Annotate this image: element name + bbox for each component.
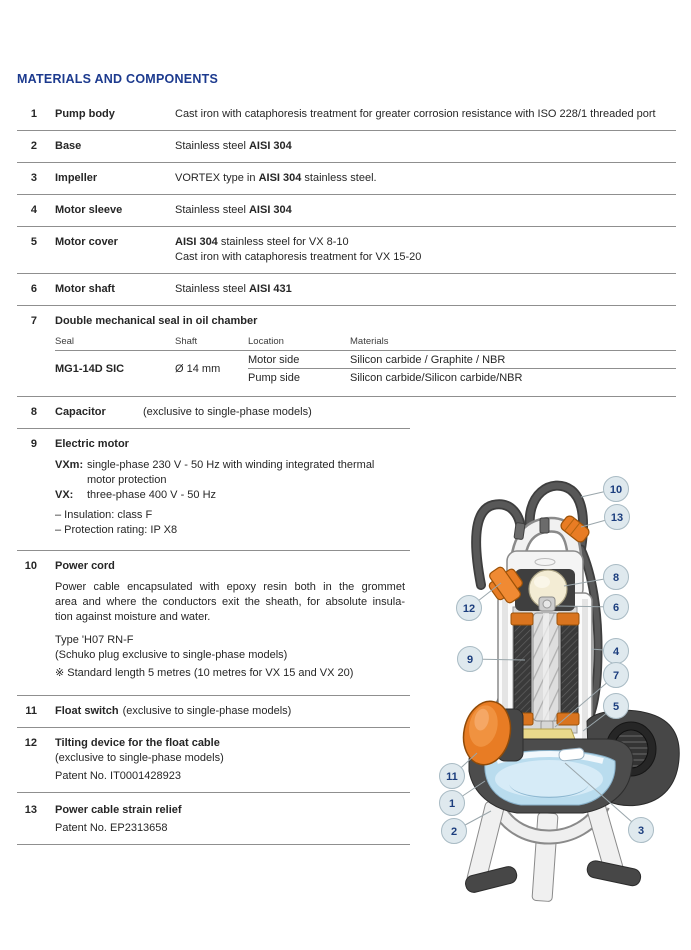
component-row-impeller <box>17 163 676 195</box>
seal-model: MG1-14D SIC <box>55 363 125 375</box>
callout-number: 8 <box>612 572 620 584</box>
component-name: Pump body <box>55 108 115 120</box>
callout-number: 5 <box>612 701 620 713</box>
callout-number: 11 <box>446 771 458 783</box>
winding-head <box>557 613 579 625</box>
seal-table-header: Shaft <box>175 336 248 351</box>
component-description: Stainless steel AISI 431 <box>175 283 292 295</box>
component-number: 10 <box>24 560 37 572</box>
component-name: Double mechanical seal in oil chamber <box>55 315 258 327</box>
seal-location: Pump side <box>248 372 300 384</box>
component-row-electric-motor <box>17 429 410 551</box>
component-name: Motor sleeve <box>55 204 123 216</box>
component-note: (exclusive to single-phase models) <box>55 752 224 764</box>
callout-number: 12 <box>462 603 476 615</box>
winding-head <box>557 713 579 725</box>
component-description: Cast iron with cataphoresis treatment for greater corrosion resistance with ISO 228/1 threaded port <box>175 108 656 120</box>
component-name: Electric motor <box>55 438 129 450</box>
component-description: Stainless steel AISI 304 <box>175 204 292 216</box>
component-name: Tilting device for the float cable <box>55 737 220 749</box>
component-number: 12 <box>24 737 37 749</box>
seal-materials: Silicon carbide/Silicon carbide/NBR <box>350 372 523 384</box>
component-description: AISI 304 stainless steel for VX 8-10 Cast iron with cataphoresis treatment for VX 15-20 <box>175 236 422 263</box>
component-number: 2 <box>30 140 37 152</box>
capacitor-highlight <box>534 576 550 588</box>
component-note: (exclusive to single-phase models) <box>143 406 312 418</box>
protection-spec: – Protection rating: IP X8 <box>55 524 178 536</box>
component-row-power-cord <box>17 551 410 696</box>
seal-materials: Silicon carbide / Graphite / NBR <box>350 351 676 369</box>
vx-spec: VX: three-phase 400 V - 50 Hz <box>55 489 217 501</box>
seal-table-header: Location <box>248 336 350 351</box>
component-row-pump-body <box>17 99 676 131</box>
motor-winding-left <box>514 621 531 715</box>
cable-gland <box>540 518 549 533</box>
component-row-motor-cover <box>17 227 676 274</box>
seal-table <box>55 336 676 386</box>
component-number: 13 <box>24 804 37 816</box>
component-row-mechanical-seal <box>17 306 676 397</box>
patent-number: Patent No. IT0001428923 <box>55 770 181 782</box>
seal-table-header: Seal <box>55 336 175 351</box>
component-number: 9 <box>30 438 37 450</box>
winding-head <box>511 613 533 625</box>
callout-number: 1 <box>448 798 456 810</box>
motor-winding-right <box>561 621 578 715</box>
pump-cutaway-illustration <box>435 463 691 908</box>
component-note: (exclusive to single-phase models) <box>122 705 292 717</box>
component-row-float-switch <box>17 696 410 728</box>
component-name: Power cable strain relief <box>55 804 182 816</box>
patent-number: Patent No. EP2313658 <box>55 822 168 834</box>
component-number: 1 <box>30 108 37 120</box>
cable-gland <box>514 523 525 540</box>
component-number: 11 <box>25 705 37 717</box>
component-row-motor-shaft <box>17 274 676 306</box>
callout-number: 9 <box>466 654 474 666</box>
component-name: Power cord <box>55 560 115 572</box>
seal-shaft-diameter: Ø 14 mm <box>175 363 221 375</box>
component-name: Motor shaft <box>55 283 115 295</box>
component-row-tilting-device <box>17 728 410 793</box>
component-number: 5 <box>30 236 37 248</box>
callout-number: 2 <box>450 826 458 838</box>
section-title: MATERIALS AND COMPONENTS <box>17 72 219 86</box>
insulation-spec: – Insulation: class F <box>55 509 153 521</box>
component-row-base <box>17 131 676 163</box>
component-row-strain-relief <box>17 793 410 845</box>
pump-cutaway-figure <box>435 463 691 908</box>
callout-number: 7 <box>612 670 620 682</box>
vxm-spec: VXm: single-phase 230 V - 50 Hz with winding integrated thermal motor protection <box>55 459 375 486</box>
component-name: Motor cover <box>55 236 118 248</box>
callout-13 <box>581 505 630 530</box>
component-row-motor-sleeve <box>17 195 676 227</box>
component-number: 8 <box>30 406 37 418</box>
component-row-capacitor <box>17 397 410 429</box>
component-number: 7 <box>30 315 37 327</box>
callout-number: 10 <box>609 484 623 496</box>
seal-location: Motor side <box>248 351 350 369</box>
component-number: 4 <box>30 204 37 216</box>
component-number: 3 <box>30 172 37 184</box>
support-legs <box>464 799 645 902</box>
schuko-note: (Schuko plug exclusive to single-phase models) <box>55 649 288 661</box>
callout-10 <box>581 477 629 502</box>
component-name: Base <box>55 140 82 152</box>
callout-number: 6 <box>612 602 620 614</box>
component-name: Float switch <box>55 705 119 717</box>
callout-number: 4 <box>612 646 620 658</box>
cord-type: Type 'H07 RN-F (Schuko plug exclusive to single-phase models) <box>55 633 410 663</box>
cord-paragraph: Power cable encapsulated with epoxy resin both in the grommet area and where the conductors exit the sheath, for absolute insula- tion against moisture and water. <box>55 581 405 623</box>
component-name: Impeller <box>55 172 98 184</box>
component-number: 6 <box>30 283 37 295</box>
component-name: Capacitor <box>55 406 106 418</box>
seal-table-header: Materials <box>350 336 676 351</box>
component-description: Stainless steel AISI 304 <box>175 140 292 152</box>
component-description: VORTEX type in AISI 304 stainless steel. <box>175 172 377 184</box>
callout-number: 3 <box>637 825 645 837</box>
callout-number: 13 <box>610 512 624 524</box>
impeller-part <box>559 748 585 762</box>
cord-length-note: ※ Standard length 5 metres (10 metres for VX 15 and VX 20) <box>55 667 354 679</box>
